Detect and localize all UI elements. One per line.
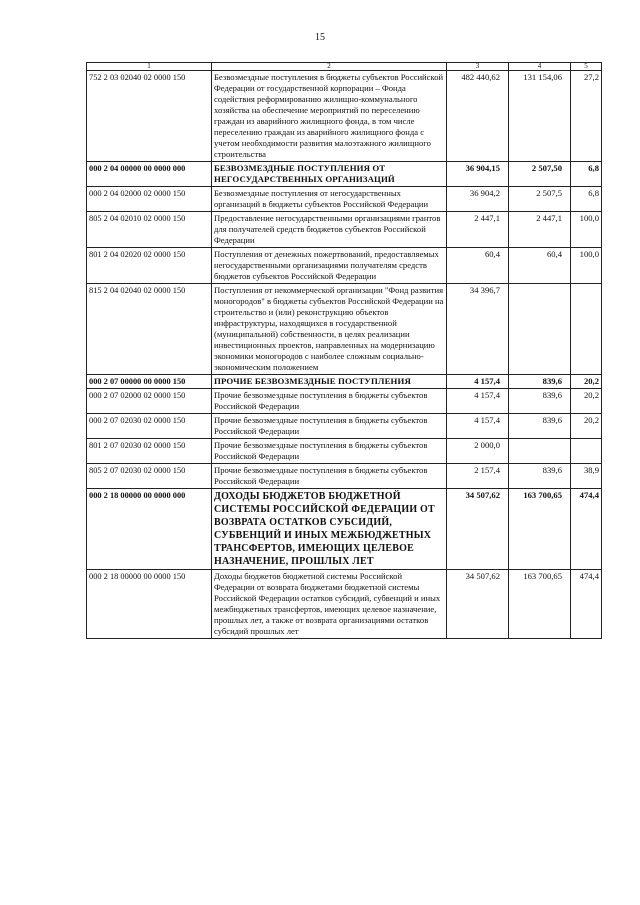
table-row [87, 187, 602, 212]
table-row [87, 570, 602, 639]
percent-cell-col5 [571, 284, 602, 375]
amount-cell-col3: 34 507,62 [447, 570, 509, 639]
percent-cell-col5 [571, 439, 602, 464]
description-cell: Безвозмездные поступления от негосударственных организаций в бюджеты субъектов Российской Федерации [212, 187, 447, 212]
description-cell: Доходы бюджетов бюджетной системы Российской Федерации от возврата бюджетами бюджетной системы Российской Федерации остатков субсидий, субвенций и иных межбюджетных трансфертов, имеющих целевое назначение, прошлых лет, а также от возврата организациями остатков субсидий прошлых лет [212, 570, 447, 639]
table-row [87, 162, 602, 187]
percent-cell-col5: 100,0 [571, 248, 602, 284]
table-row [87, 284, 602, 375]
amount-cell-col3: 2 447,1 [447, 212, 509, 248]
description-cell: Прочие безвозмездные поступления в бюджеты субъектов Российской Федерации [212, 414, 447, 439]
code-cell: 000 2 04 02000 02 0000 150 [87, 187, 212, 212]
amount-cell-col3: 4 157,4 [447, 375, 509, 389]
amount-cell-col4: 2 447,1 [509, 212, 571, 248]
percent-cell-col5: 20,2 [571, 389, 602, 414]
table-row [87, 375, 602, 389]
percent-cell-col5: 6,8 [571, 187, 602, 212]
amount-cell-col3: 4 157,4 [447, 414, 509, 439]
amount-cell-col4: 60,4 [509, 248, 571, 284]
code-cell: 000 2 18 00000 00 0000 150 [87, 570, 212, 639]
description-cell: БЕЗВОЗМЕЗДНЫЕ ПОСТУПЛЕНИЯ ОТ НЕГОСУДАРСТВЕННЫХ ОРГАНИЗАЦИЙ [212, 162, 447, 187]
description-cell: Предоставление негосударственными организациями грантов для получателей средств бюджетов субъектов Российской Федерации [212, 212, 447, 248]
description-cell: Безвозмездные поступления в бюджеты субъектов Российской Федерации от государственной корпорации – Фонда содействия реформированию жилищно-коммунального хозяйства на обеспечение мероприятий по переселению граждан из аварийного жилищного фонда, в том числе переселению граждан из аварийного жилищного фонда с учетом необходимости развития малоэтажного жилищного строительства [212, 71, 447, 162]
amount-cell-col3: 36 904,15 [447, 162, 509, 187]
table-header-row [87, 63, 602, 71]
percent-cell-col5: 474,4 [571, 489, 602, 570]
amount-cell-col3: 60,4 [447, 248, 509, 284]
amount-cell-col4: 839,6 [509, 389, 571, 414]
page-number: 15 [315, 32, 325, 43]
description-cell: ПРОЧИЕ БЕЗВОЗМЕЗДНЫЕ ПОСТУПЛЕНИЯ [212, 375, 447, 389]
amount-cell-col4: 839,6 [509, 414, 571, 439]
amount-cell-col3: 34 396,7 [447, 284, 509, 375]
table-row [87, 414, 602, 439]
code-cell: 000 2 18 00000 00 0000 000 [87, 489, 212, 570]
code-cell: 805 2 07 02030 02 0000 150 [87, 464, 212, 489]
amount-cell-col4: 2 507,50 [509, 162, 571, 187]
table-row [87, 71, 602, 162]
code-cell: 805 2 04 02010 02 0000 150 [87, 212, 212, 248]
description-cell: Поступления от некоммерческой организации "Фонд развития моногородов" в бюджеты субъектов Российской Федерации на строительство и (или) реконструкцию объектов инфраструктуры, находящихся в государственной (муниципальной) собственности, в целях реализации инвестиционных проектов, направленных на модернизацию экономики моногородов с наиболее сложным социально-экономическим положением [212, 284, 447, 375]
table-row [87, 248, 602, 284]
amount-cell-col3: 34 507,62 [447, 489, 509, 570]
amount-cell-col4: 163 700,65 [509, 489, 571, 570]
amount-cell-col4 [509, 439, 571, 464]
percent-cell-col5: 20,2 [571, 375, 602, 389]
description-cell: Прочие безвозмездные поступления в бюджеты субъектов Российской Федерации [212, 464, 447, 489]
amount-cell-col3: 2 000,0 [447, 439, 509, 464]
description-cell: ДОХОДЫ БЮДЖЕТОВ БЮДЖЕТНОЙ СИСТЕМЫ РОССИЙСКОЙ ФЕДЕРАЦИИ ОТ ВОЗВРАТА ОСТАТКОВ СУБСИДИЙ, СУБВЕНЦИЙ И ИНЫХ МЕЖБЮДЖЕТНЫХ ТРАНСФЕРТОВ, ИМЕЮЩИХ ЦЕЛЕВОЕ НАЗНАЧЕНИЕ, ПРОШЛЫХ ЛЕТ [212, 489, 447, 570]
amount-cell-col4: 839,6 [509, 464, 571, 489]
code-cell: 000 2 07 02030 02 0000 150 [87, 414, 212, 439]
column-header-5: 5 [571, 63, 602, 71]
table-row [87, 489, 602, 570]
budget-table [86, 62, 602, 639]
code-cell: 801 2 04 02020 02 0000 150 [87, 248, 212, 284]
table-row [87, 439, 602, 464]
amount-cell-col4: 131 154,06 [509, 71, 571, 162]
table-row [87, 389, 602, 414]
code-cell: 815 2 04 02040 02 0000 150 [87, 284, 212, 375]
code-cell: 000 2 07 02000 02 0000 150 [87, 389, 212, 414]
code-cell: 000 2 04 00000 00 0000 000 [87, 162, 212, 187]
description-cell: Прочие безвозмездные поступления в бюджеты субъектов Российской Федерации [212, 439, 447, 464]
code-cell: 752 2 03 02040 02 0000 150 [87, 71, 212, 162]
column-header-2: 2 [212, 63, 447, 71]
column-header-3: 3 [447, 63, 509, 71]
percent-cell-col5: 38,9 [571, 464, 602, 489]
amount-cell-col4: 2 507,5 [509, 187, 571, 212]
percent-cell-col5: 100,0 [571, 212, 602, 248]
code-cell: 000 2 07 00000 00 0000 150 [87, 375, 212, 389]
amount-cell-col3: 36 904,2 [447, 187, 509, 212]
description-cell: Прочие безвозмездные поступления в бюджеты субъектов Российской Федерации [212, 389, 447, 414]
percent-cell-col5: 27,2 [571, 71, 602, 162]
percent-cell-col5: 6,8 [571, 162, 602, 187]
code-cell: 801 2 07 02030 02 0000 150 [87, 439, 212, 464]
percent-cell-col5: 474,4 [571, 570, 602, 639]
amount-cell-col4: 163 700,65 [509, 570, 571, 639]
column-header-4: 4 [509, 63, 571, 71]
table-row [87, 212, 602, 248]
amount-cell-col3: 4 157,4 [447, 389, 509, 414]
amount-cell-col4: 839,6 [509, 375, 571, 389]
amount-cell-col3: 2 157,4 [447, 464, 509, 489]
description-cell: Поступления от денежных пожертвований, предоставляемых негосударственными организациями получателям средств бюджетов субъектов Российской Федерации [212, 248, 447, 284]
table-row [87, 464, 602, 489]
amount-cell-col3: 482 440,62 [447, 71, 509, 162]
percent-cell-col5: 20,2 [571, 414, 602, 439]
column-header-1: 1 [87, 63, 212, 71]
amount-cell-col4 [509, 284, 571, 375]
